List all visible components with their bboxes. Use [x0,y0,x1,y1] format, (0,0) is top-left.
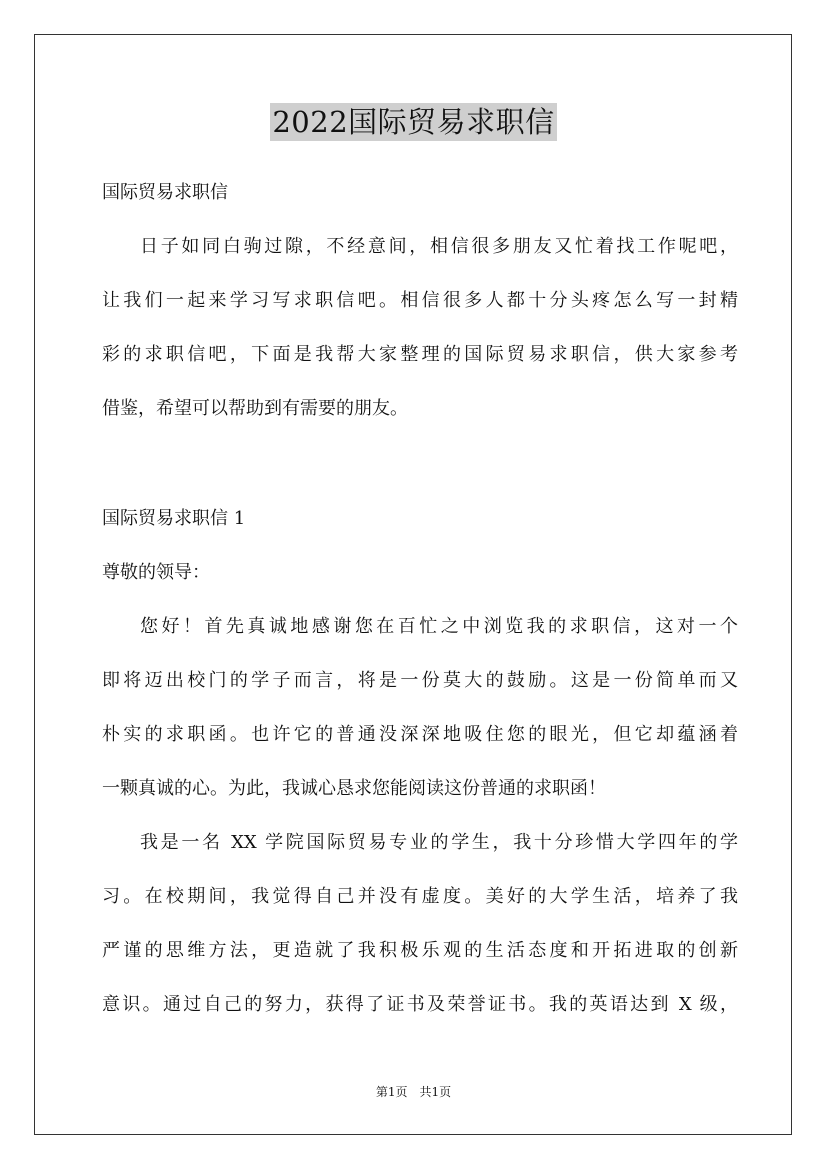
intro-heading: 国际贸易求职信 [102,182,228,203]
intro-paragraph [102,220,738,436]
page-footer: 第1页 共1页 [375,1085,452,1099]
body-paragraph-1 [102,600,738,816]
paragraph-line: 您好！首先真诚地感谢您在百忙之中浏览我的求职信，这对一个 [140,616,738,637]
paragraph-line: 即将迈出校门的学子而言，将是一份莫大的鼓励。这是一份简单而又 [102,670,738,691]
paragraph-line: 让我们一起来学习写求职信吧。相信很多人都十分头疼怎么写一封精 [102,290,738,311]
paragraph-line: 彩的求职信吧，下面是我帮大家整理的国际贸易求职信，供大家参考 [102,344,738,365]
paragraph-line: 意识。通过自己的努力，获得了证书及荣誉证书。我的英语达到 X 级， [102,994,738,1015]
paragraph-line: 严谨的思维方法，更造就了我积极乐观的生活态度和开拓进取的创新 [102,940,738,961]
section-heading-1: 国际贸易求职信 1 [102,508,246,529]
body-paragraph-2 [102,816,738,1032]
paragraph-line: 朴实的求职函。也许它的普通没深深地吸住您的眼光，但它却蕴涵着 [102,724,738,745]
paragraph-line: 一颗真诚的心。为此，我诚心恳求您能阅读这份普通的求职函！ [102,778,606,799]
document-title: 2022国际贸易求职信 [272,105,555,139]
title-container [0,103,827,141]
salutation: 尊敬的领导： [102,562,210,583]
paragraph-line: 借鉴，希望可以帮助到有需要的朋友。 [102,398,408,419]
paragraph-line: 我是一名 XX 学院国际贸易专业的学生，我十分珍惜大学四年的学 [140,832,738,853]
paragraph-line: 日子如同白驹过隙，不经意间，相信很多朋友又忙着找工作呢吧， [140,236,738,257]
paragraph-line: 习。在校期间，我觉得自己并没有虚度。美好的大学生活，培养了我 [102,886,738,907]
